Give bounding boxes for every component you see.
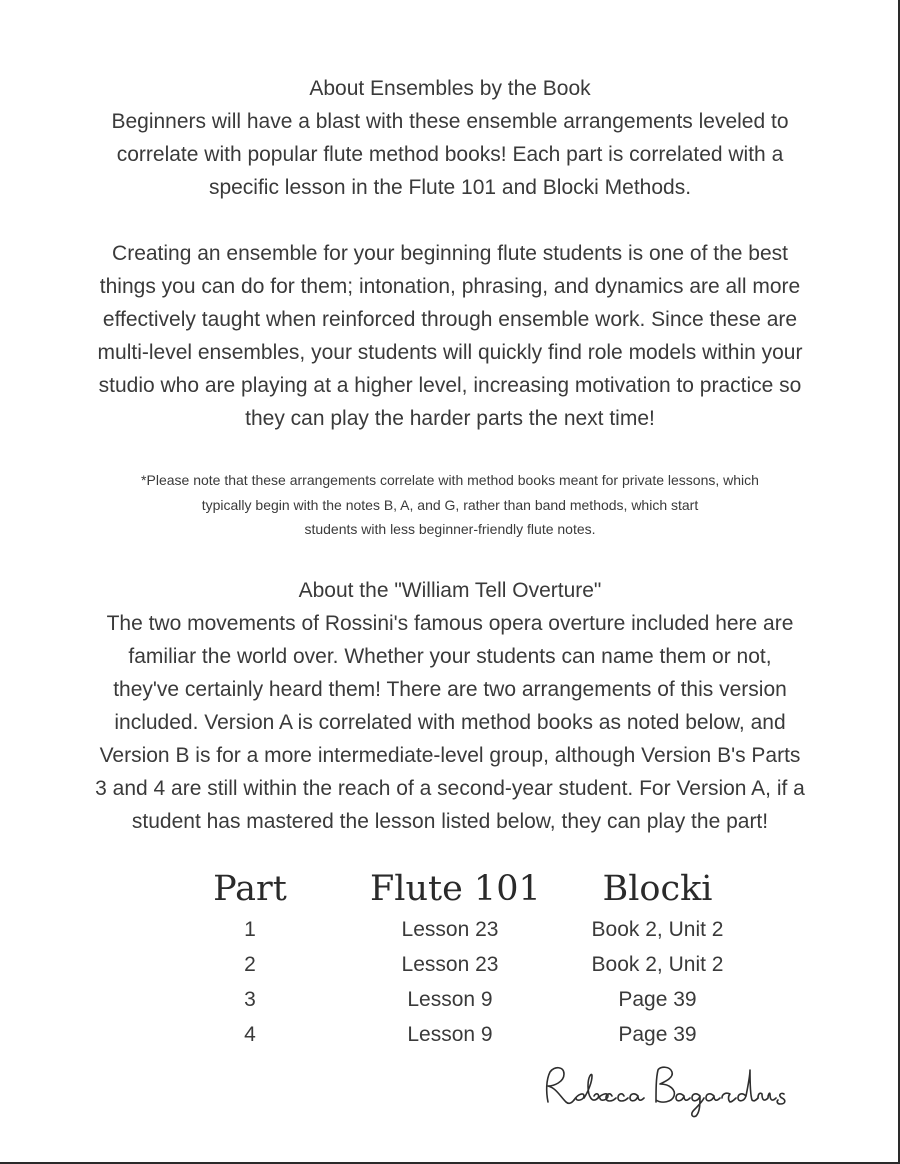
table-row	[180, 982, 800, 1017]
paragraph-line: Creating an ensemble for your beginning flute students is one of the best	[112, 242, 788, 265]
paragraph-line: The two movements of Rossini's famous opera overture included here are	[106, 612, 794, 635]
flute-101-cell: Lesson 9	[407, 1023, 493, 1046]
about-ensembles-paragraph-2	[20, 237, 880, 435]
paragraph-line: effectively taught when reinforced through ensemble work. Since these are	[102, 308, 798, 331]
method-book-note	[20, 468, 880, 542]
part-number-cell: 3	[244, 988, 256, 1011]
table-row	[180, 1017, 800, 1052]
about-piece-paragraph	[20, 607, 880, 838]
paragraph-line: they can play the harder parts the next time!	[245, 407, 655, 430]
note-line: *Please note that these arrangements correlate with method books meant for private lessons, which	[141, 472, 759, 488]
paragraph-line: studio who are playing at a higher level, increasing motivation to practice so	[98, 374, 802, 397]
paragraph-line: student has mastered the lesson listed below, they can play the part!	[131, 810, 769, 833]
table-row	[180, 947, 800, 982]
flute-101-cell: Lesson 23	[401, 953, 499, 976]
note-line: students with less beginner-friendly flute notes.	[304, 521, 596, 537]
paragraph-line: multi-level ensembles, your students will quickly find role models within your	[97, 341, 803, 364]
about-ensembles-section	[20, 72, 880, 204]
paragraph-line: Beginners will have a blast with these ensemble arrangements leveled to	[111, 110, 789, 133]
flute-101-cell: Lesson 9	[407, 988, 493, 1011]
blocki-cell: Book 2, Unit 2	[591, 918, 724, 941]
paragraph-line: familiar the world over. Whether your students can name them or not,	[128, 645, 772, 668]
paragraph-line: included. Version A is correlated with method books as noted below, and	[114, 711, 786, 734]
header-part: Part	[213, 869, 287, 909]
about-ensembles-paragraph-2-block	[20, 237, 880, 435]
blocki-cell: Page 39	[618, 1023, 697, 1046]
table-row	[180, 912, 800, 947]
part-correlation-table	[180, 866, 800, 1052]
header-blocki: Blocki	[602, 869, 713, 909]
about-piece-title: About the "William Tell Overture"	[298, 579, 602, 602]
header-flute-101: Flute 101	[370, 869, 541, 909]
table-header-row	[180, 866, 800, 912]
blocki-cell: Book 2, Unit 2	[591, 953, 724, 976]
about-ensembles-title: About Ensembles by the Book	[309, 77, 591, 100]
paragraph-line: Version B is for a more intermediate-level group, although Version B's Parts	[99, 744, 801, 767]
part-number-cell: 2	[244, 953, 256, 976]
paragraph-line: 3 and 4 are still within the reach of a second-year student. For Version A, if a	[95, 777, 805, 800]
paragraph-line: specific lesson in the Flute 101 and Blocki Methods.	[208, 176, 692, 199]
flute-101-cell: Lesson 23	[401, 918, 499, 941]
paragraph-line: things you can do for them; intonation, phrasing, and dynamics are all more	[99, 275, 801, 298]
author-signature	[500, 1058, 800, 1122]
method-book-note-block	[20, 468, 880, 542]
about-ensembles-paragraph-1	[20, 105, 880, 204]
part-number-cell: 4	[244, 1023, 256, 1046]
paragraph-line: they've certainly heard them! There are two arrangements of this version	[113, 678, 787, 701]
part-number-cell: 1	[244, 918, 256, 941]
blocki-cell: Page 39	[618, 988, 697, 1011]
note-line: typically begin with the notes B, A, and G, rather than band methods, which start	[201, 496, 699, 513]
about-piece-section	[20, 574, 880, 838]
paragraph-line: correlate with popular flute method books! Each part is correlated with a	[116, 143, 784, 166]
